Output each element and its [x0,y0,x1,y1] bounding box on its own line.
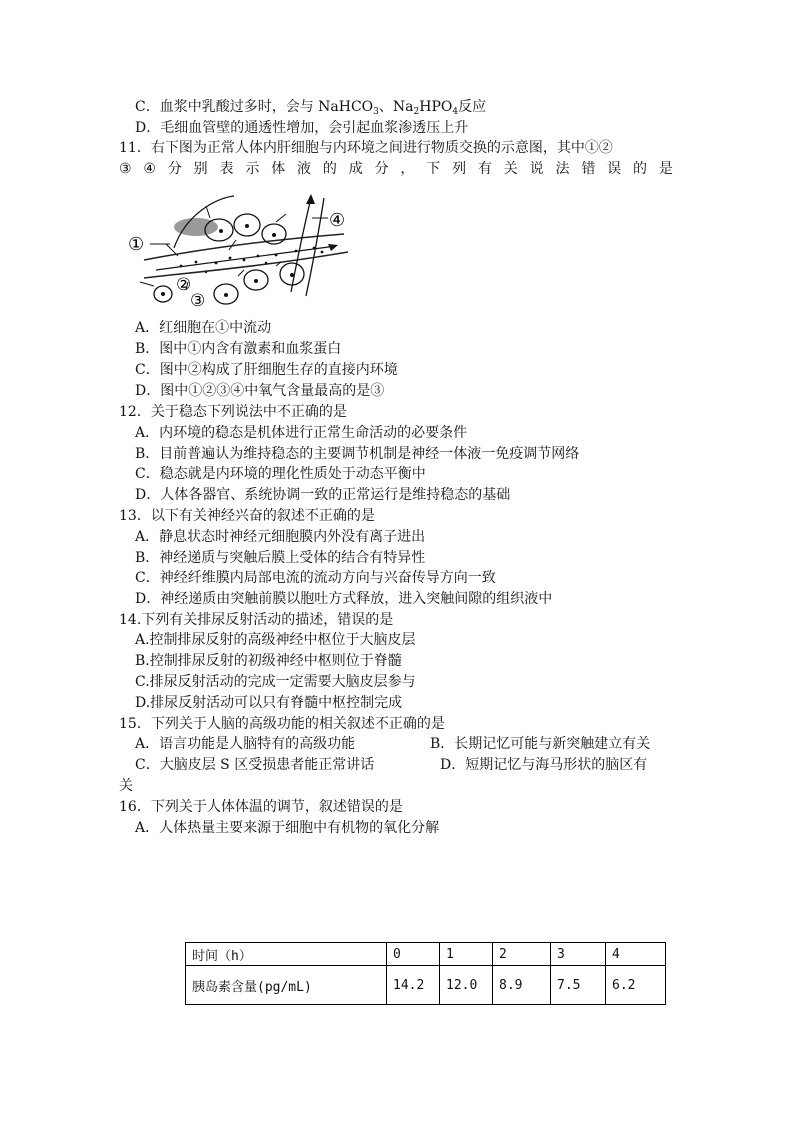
q10c-sub1: 3 [373,107,379,117]
table-cell: 0 [387,943,440,966]
q10c-sub2: 2 [413,107,420,117]
q11-char: 有 [477,161,492,177]
q11-char: 说 [529,161,544,177]
label-1: ① [128,234,145,255]
q11-char: 示 [245,161,260,177]
arrowhead [306,194,315,204]
q11-char: 法 [555,161,570,177]
q10-option-d: D．毛细血管壁的通透性增加，会引起血浆渗透压上升 [135,120,469,136]
q11-char: 的 [633,161,647,177]
q14-option-a: A.控制排尿反射的高级神经中枢位于大脑皮层 [135,632,416,648]
table-cell: 12.0 [440,966,493,1005]
table-cell: 3 [551,943,606,966]
q16-stem: 16．下列关于人体体温的调节，叙述错误的是 [119,799,403,815]
q11-stem: 11．右下图为正常人体内肝细胞与内环境之间进行物质交换的示意图，其中①② [119,140,613,156]
q13-option-a: A．静息状态时神经元细胞膜内外没有离子进出 [135,529,426,545]
q13-option-c: C．神经纤维膜内局部电流的流动方向与兴奋传导方向一致 [135,570,496,586]
q14-stem: 14.下列有关排尿反射活动的描述，错误的是 [119,612,394,628]
q15-stem: 15．下列关于人脑的高级功能的相关叙述不正确的是 [119,716,445,732]
q13-stem: 13．以下有关神经兴奋的叙述不正确的是 [119,508,375,524]
label-3: ③ [190,291,206,310]
q12-option-a: A．内环境的稳态是机体进行正常生命活动的必要条件 [135,425,468,441]
table-cell: 8.9 [493,966,551,1005]
q11-char: 别 [193,161,208,177]
insulin-data-table [185,942,666,1005]
table-cell: 14.2 [387,966,440,1005]
q11-char: ④ [143,161,156,177]
table-cell: 胰岛素含量(pg/mL) [186,966,387,1005]
lymph-vessel-right [306,198,324,296]
q11-char: 误 [607,161,622,177]
q10c-mid2: HPO [419,99,453,115]
q11-char: 液 [297,161,312,177]
q11-char: ③ [119,161,132,177]
q11-char: 表 [219,161,234,177]
q11-char: 分 [167,161,182,177]
q11-char: 列 [452,161,467,177]
q10c-end: 反应 [458,99,487,115]
q12-option-b: B．目前普遍认为维持稳态的主要调节机制是神经一体液一免疫调节网络 [135,446,580,462]
label-4: ④ [329,210,346,231]
arrowhead [328,244,338,251]
table-row [186,966,666,1005]
q11-char: 错 [581,161,596,177]
q13-option-d: D．神经递质由突触前膜以胞吐方式释放，进入突触间隙的组织液中 [135,591,553,607]
q11-char: 分 [374,161,389,177]
q15-option-d-wrap: 关 [119,778,133,794]
liver-cell-exchange-figure [126,186,356,310]
q12-option-c: C．稳态就是内环境的理化性质处于动态平衡中 [135,466,426,482]
q10-option-c [135,97,486,117]
table-cell: 1 [440,943,493,966]
q11-char: 下 [426,161,441,177]
q11-char: 体 [271,161,286,177]
q15-option-c: C．大脑皮层 S 区受损患者能正常讲话 [135,757,375,773]
q11-char: ， [400,161,415,177]
q11-char: 是 [658,161,673,177]
q10c-mid: 、Na [378,99,414,115]
q14-option-d: D.排尿反射活动可以只有脊髓中枢控制完成 [135,695,403,711]
q11-option-c: C．图中②构成了肝细胞生存的直接内环境 [135,362,398,378]
table-cell: 2 [493,943,551,966]
lymph-vessel-left [291,202,310,292]
q11-option-a: A．红细胞在①中流动 [135,320,272,336]
q14-option-c: C.排尿反射活动的完成一定需要大脑皮层参与 [135,674,416,690]
table-cell: 6.2 [606,966,666,1005]
q11-option-b: B．图中①内含有激素和血浆蛋白 [135,341,342,357]
label-2: ② [176,275,192,295]
table-cell: 4 [606,943,666,966]
table-cell: 7.5 [551,966,606,1005]
q11-char: 关 [503,161,518,177]
q15-option-a: A．语言功能是人脑特有的高级功能 [135,736,356,752]
q11-char: 成 [348,161,363,177]
q12-option-d: D．人体各器官、系统协调一致的正常运行是维持稳态的基础 [135,487,511,503]
q15-option-d: D．短期记忆与海马形状的脑区有 [440,757,648,773]
q11-stem-line2 [119,159,673,179]
q10c-text: C．血浆中乳酸过多时，会与 NaHCO [135,99,374,115]
table-header-row [186,943,666,966]
q12-stem: 12．关于稳态下列说法中不正确的是 [119,404,347,420]
q13-option-b: B．神经递质与突触后膜上受体的结合有特异性 [135,550,426,566]
q11-char: 的 [322,161,337,177]
q15-option-b: B．长期记忆可能与新突触建立有关 [430,736,651,752]
table-cell: 时间（h） [186,943,387,966]
q11-option-d: D．图中①②③④中氧气含量最高的是③ [135,383,385,399]
q14-option-b: B.控制排尿反射的初级神经中枢则位于脊髓 [135,653,402,669]
q16-option-a: A．人体热量主要来源于细胞中有机物的氧化分解 [135,820,440,836]
q10c-sub3: 4 [452,107,459,117]
